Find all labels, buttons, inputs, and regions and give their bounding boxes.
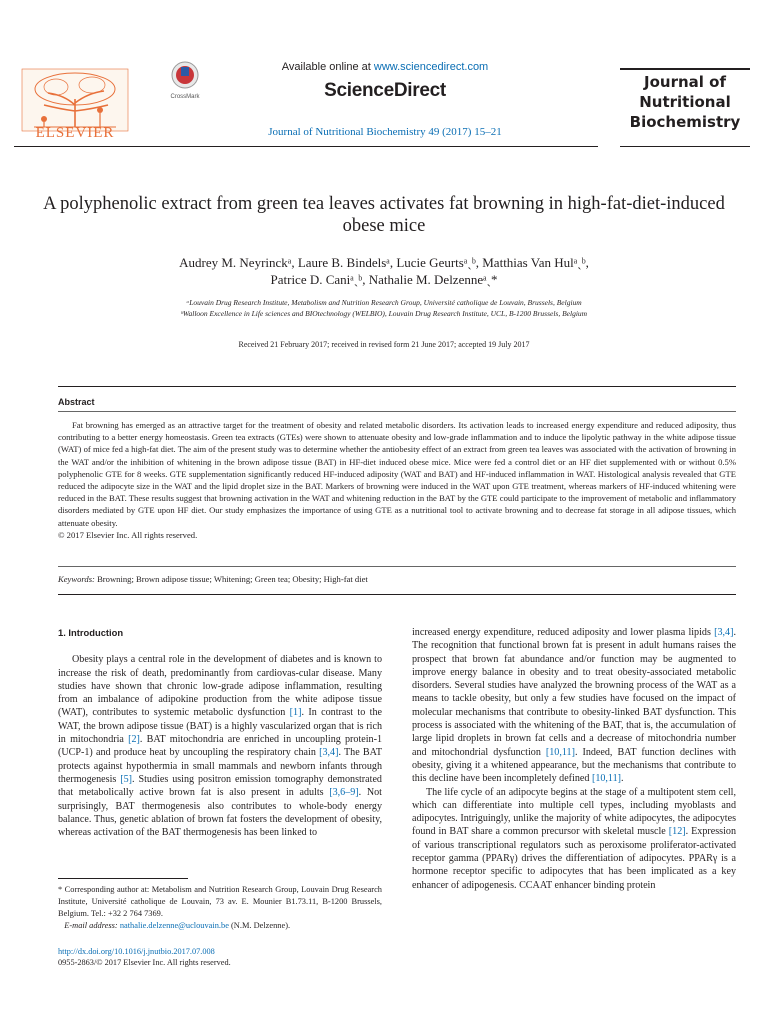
citation-link[interactable]: [10,11] (591, 773, 622, 785)
keywords-label: Keywords: (58, 574, 95, 584)
header-rule (14, 146, 598, 147)
footnote-rule (58, 878, 188, 879)
journal-name (620, 72, 750, 132)
authors-line2: Patrice D. Caniᵃˎᵇ, Nathalie M. Delzenneᵃˎ* (270, 272, 498, 287)
body-top-rule (58, 594, 736, 595)
author-list (100, 254, 668, 288)
email-suffix: (N.M. Delzenne). (228, 921, 291, 930)
abstract-text: Fat browning has emerged as an attractive target for the treatment of obesity and related metabolic disorders. Its activation leads to increased energy expenditure and reduced adiposity, thus contributing to a better energy homeostasis. Green tea extracts (GTEs) were shown to attenuate obesity and low-grade inflammation and to induce the lipolytic pathway in the white adipose tissue (WAT) of mice fed a high-fat diet. The aim of the present study was to determine whether the antiobesity effect of an extract from green tea leaves was associated with the activation of browning in the WAT and/or the inhibition of whitening in the brown adipose tissue (BAT) in HF-diet induced obese mice. Mice were fed a control diet or an HF diet supplemented with or without 0.5% polyphenolic GTE for 8 weeks. GTE supplementation significantly reduced HF-induced adiposity (WAT and BAT) and HF-induced inflammation in WAT. Histological analysis revealed that GTE reduced the adipocyte size in the WAT and the lipid droplet size in the BAT. Markers of browning were induced in the WAT upon GTE treatment, whereas markers of HF-induced whitening were reduced in the BAT. These results suggest that browning activation in the WAT and whitening reduction in the BAT by the GTE could participate to the improvement of metabolic and inflammatory disorders mediated by GTE upon HF diet. Our study emphasizes the importance of using GTE as a nutritional tool to activate browning and to decrease fat storage in all adipose tissues, which attenuate obesity. (58, 420, 736, 528)
affiliation-a: ᵃLouvain Drug Research Institute, Metabolism and Nutrition Research Group, Université catholique de Louvain, Brussels, Belgium (186, 298, 582, 307)
journal-name-top-rule (620, 68, 750, 70)
email-link[interactable]: nathalie.delzenne@uclouvain.be (119, 921, 229, 930)
sciencedirect-link[interactable]: www.sciencedirect.com (373, 61, 489, 73)
issn-copyright: 0955-2863/© 2017 Elsevier Inc. All rights reserved. (58, 958, 231, 967)
citation-link[interactable]: [12] (668, 826, 686, 838)
received-dates: Received 21 February 2017; received in revised form 21 June 2017; accepted 19 July 2017 (238, 340, 530, 349)
intro-paragraph-1-continued: increased energy expenditure, reduced adiposity and lower plasma lipids [3,4]. The recognition that functional brown fat is present in adult humans raises the prospect that brown fat abundance and/or function may be augmented to improve energy balance in obesity and to treat obesity-associated metabolic disorders. Several studies have analyzed the browning process of the WAT as a means to tackle obesity, but only a few studies have focused on the impact of molecular mechanisms that contribute to obesity-linked BAT dysfunction. This process is associated with the whitening of the BAT, that is, the accumulation of large lipid droplets in brown fat cells and a decrease of mitochondria number and mitochondrial dysfunction [10,11]. Indeed, BAT function declines with obesity, giving it a whitened appearance, but the mechanisms that contribute to this decline have been incompletely defined [10,11]. (412, 627, 736, 785)
journal-name-line1: Journal of (644, 73, 726, 91)
affiliations (100, 297, 668, 319)
citation-link[interactable]: [3,6–9] (329, 787, 359, 799)
citation-link[interactable]: [2] (128, 734, 140, 746)
intro-paragraph-2: The life cycle of an adipocyte begins at the stage of a multipotent stem cell, which can differentiate into multiple cell types, including myoblasts and adipocytes. Intriguingly, unlike the majority of white adipocytes, the adipocytes found in BAT share a common precursor with skeletal muscle [12]. Expression of various transcriptional regulators such as peroxisome proliferator-activated receptor gamma (PPARγ) drives the differentiation of adipocytes. PPARγ is a hormone receptor specific to adipocytes that has been implicated as a key enhancer of adipogenesis. CCAAT enhancer binding protein (412, 786, 736, 891)
body-right-column (412, 626, 736, 892)
body-left-column (58, 626, 382, 839)
abstract-heading-rule (58, 411, 736, 412)
abstract-body (58, 419, 736, 541)
doi-block (58, 946, 231, 968)
email-line (58, 920, 382, 932)
keywords (58, 574, 736, 584)
corresponding-author-footnote (58, 884, 382, 932)
available-online-line (240, 61, 530, 73)
journal-name-line2: Nutritional (639, 93, 731, 111)
corresponding-author: * Corresponding author at: Metabolism and Nutrition Research Group, Louvain Drug Research Institute, Université catholique de Louvain, 73 av. E. Mounier B1.73.11, B-1200 Brussels, Belgium. Tel.: +32 2 764 7369. (58, 885, 382, 918)
section-heading-introduction: 1. Introduction (58, 627, 124, 638)
sciencedirect-logo: ScienceDirect (324, 80, 446, 101)
citation-link[interactable]: [10,11] (545, 746, 575, 758)
citation-link[interactable]: [1] (289, 707, 302, 719)
citation-link[interactable]: [5] (120, 773, 133, 785)
abstract-heading: Abstract (58, 397, 95, 407)
journal-name-bottom-rule (620, 146, 750, 147)
abstract-top-rule (58, 386, 736, 387)
journal-citation[interactable]: Journal of Nutritional Biochemistry 49 (2017) 15–21 (268, 126, 502, 138)
authors-line1: Audrey M. Neyrinckᵃ, Laure B. Bindelsᵃ, Lucie Geurtsᵃˎᵇ, Matthias Van Hulᵃˎᵇ, (179, 255, 589, 270)
abstract-copyright: © 2017 Elsevier Inc. All rights reserved. (58, 529, 198, 540)
doi-link[interactable]: http://dx.doi.org/10.1016/j.jnutbio.2017.07.008 (58, 947, 215, 956)
crossmark-icon[interactable] (170, 60, 200, 102)
available-prefix: Available online at (281, 61, 374, 73)
keywords-list: Browning; Brown adipose tissue; Whitening; Green tea; Obesity; High-fat diet (94, 574, 368, 584)
abstract-bottom-rule (58, 566, 736, 567)
journal-name-line3: Biochemistry (629, 113, 741, 131)
svg-text:CrossMark: CrossMark (170, 94, 200, 100)
affiliation-b: ᵇWalloon Excellence in Life sciences and BIOtechnology (WELBIO), Louvain Drug Research Institute, UCL, B-1200 Brussels, Belgium (180, 309, 588, 318)
citation-link[interactable]: [3,4] (319, 747, 339, 759)
citation-link[interactable]: [3,4] (714, 627, 734, 638)
publisher-name: ELSEVIER (35, 125, 115, 141)
intro-paragraph-1: Obesity plays a central role in the development of diabetes and is known to increase the risk of death, predominantly from cardiovas-cular disease. Many studies have shown that chronic low-grade adipose inflammation, resulting from an imbalance of adipokine production from the white adipose tissue (WAT), contributes to systemic metabolic dysfunction [1]. In contrast to the WAT, the brown adipose tissue (BAT) is a highly vascularized organ that is rich in mitochondria [2]. BAT mitochondria are enriched in uncoupling protein-1 (UCP-1) and produce heat by uncoupling the respiratory chain [3,4]. The BAT protects against hypothermia in small mammals and newborn infants through thermogenesis [5]. Studies using positron emission tomography demonstrated that metabolically active brown fat is also present in adults [3,6–9]. Not surprisingly, BAT thermogenesis also contributes to whole-body energy balance. Thus, genetic ablation of brown fat fosters the development of obesity, whereas activation of the BAT thermogenesis has been linked to (58, 654, 383, 839)
email-label: E-mail address: (64, 921, 118, 930)
article-title: A polyphenolic extract from green tea leaves activates fat browning in high-fat-diet-induced obese mice (43, 194, 725, 236)
